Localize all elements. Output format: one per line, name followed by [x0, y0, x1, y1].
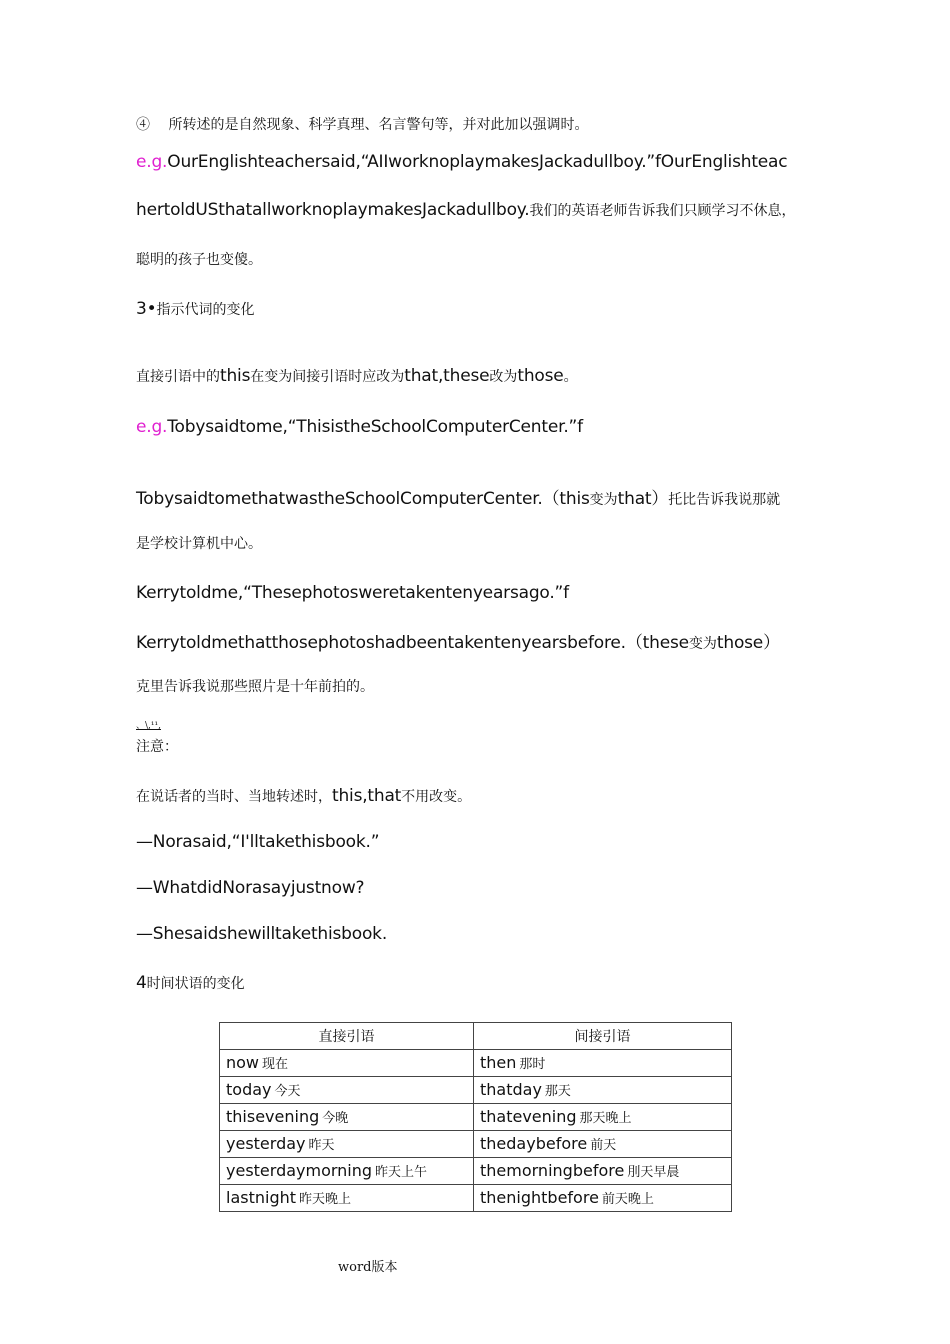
example-1-cn: 我们的英语老师告诉我们只顾学习不休息，	[529, 203, 796, 219]
table-header-row	[220, 1023, 732, 1050]
cell-en: now	[226, 1053, 260, 1072]
example-3-cn: 变为	[688, 636, 717, 652]
example-2-en: TobysaidtomethatwastheSchoolComputerCenter.（this	[136, 489, 590, 509]
example-3-en: those）	[716, 633, 780, 653]
table-cell	[474, 1050, 732, 1077]
eg-label: e.g.	[136, 152, 168, 172]
example-2-line-1	[136, 417, 583, 437]
section-4-heading	[136, 973, 245, 993]
table-row	[220, 1158, 732, 1185]
table-cell	[220, 1077, 474, 1104]
example-1-text: OurEnglishteachersaid,“AIIworknoplaymakesJackadullboy.”fOurEnglishteac	[167, 152, 788, 172]
cell-cn: 昨天晚上	[299, 1192, 352, 1207]
time-adverbial-table	[219, 1022, 732, 1212]
section-number: 3•	[136, 299, 157, 319]
rule-word: this	[220, 366, 251, 386]
cell-en: lastnight	[226, 1188, 297, 1207]
table-row	[220, 1050, 732, 1077]
rule-part: 。	[563, 369, 578, 385]
cell-cn: 那天晚上	[579, 1111, 632, 1126]
cell-en: yesterdaymorning	[226, 1161, 373, 1180]
cell-en: themorningbefore	[480, 1161, 625, 1180]
table-cell	[474, 1185, 732, 1212]
cell-cn: 那时	[519, 1057, 546, 1072]
table-cell	[474, 1077, 732, 1104]
rule-part: 改为	[489, 369, 518, 385]
rule-word: those	[517, 366, 564, 386]
example-2-line-3: 是学校计算机中心。	[136, 536, 262, 552]
section-3-heading	[136, 299, 254, 319]
rule-text	[136, 366, 578, 386]
cell-en: thatevening	[480, 1107, 577, 1126]
table-cell	[474, 1158, 732, 1185]
dialogue-line-2: —WhatdidNorasayjustnow?	[136, 878, 365, 898]
rule-part: 在变为间接引语时应改为	[250, 369, 405, 385]
example-1-line-3: 聪明的孩子也变傻。	[136, 252, 262, 268]
cell-en: yesterday	[226, 1134, 306, 1153]
example-2-line-2	[136, 484, 780, 509]
example-2-en: that）	[617, 489, 669, 509]
table-cell	[220, 1185, 474, 1212]
example-1-en: hertoldUSthatallworknoplaymakesJackadullboy.	[136, 200, 530, 220]
header-direct: 直接引语	[220, 1023, 474, 1050]
ocr-symbols: 、\,¹¹,	[136, 721, 161, 731]
cell-cn: 刖天早晨	[627, 1165, 680, 1180]
example-2-text: Tobysaidtome,“ThisistheSchoolComputerCenter.”f	[167, 417, 583, 437]
cell-cn: 昨天	[308, 1138, 335, 1153]
cell-en: then	[480, 1053, 517, 1072]
example-3-en: Kerrytoldmethatthosephotoshadbeentakentenyearsbefore.（these	[136, 633, 689, 653]
cell-cn: 现在	[262, 1057, 289, 1072]
table-cell	[474, 1131, 732, 1158]
page-footer: word版本	[338, 1260, 398, 1275]
table-row	[220, 1104, 732, 1131]
dialogue-line-1: —Norasaid,“I'lltakethisbook.”	[136, 832, 380, 852]
point-4-text: ④ 所转述的是自然现象、科学真理、名言警句等，并对此加以强调时。	[136, 117, 589, 133]
table-row	[220, 1077, 732, 1104]
cell-cn: 今天	[274, 1084, 301, 1099]
example-1-line-2	[136, 200, 795, 220]
cell-en: today	[226, 1080, 272, 1099]
example-2-cn: 托比告诉我说那就	[668, 492, 781, 508]
note-part: 在说话者的当时、当地转述时，	[136, 789, 332, 805]
table-cell	[220, 1050, 474, 1077]
section-number: 4	[136, 973, 147, 993]
cell-en: thatday	[480, 1080, 542, 1099]
cell-cn: 前天晚上	[601, 1192, 654, 1207]
note-word: this,that	[332, 786, 402, 806]
note-label: 注意：	[136, 739, 178, 755]
rule-part: 直接引语中的	[136, 369, 220, 385]
example-3-line-2	[136, 628, 780, 653]
eg-label: e.g.	[136, 417, 168, 437]
cell-cn: 昨天上午	[375, 1165, 428, 1180]
cell-en: thisevening	[226, 1107, 320, 1126]
example-1-line-1	[136, 152, 787, 172]
section-title: 指示代词的变化	[156, 302, 255, 318]
rule-word: that,these	[404, 366, 490, 386]
example-2-cn: 变为	[589, 492, 618, 508]
table-cell	[220, 1131, 474, 1158]
cell-cn: 前天	[590, 1138, 617, 1153]
note-text	[136, 786, 471, 806]
table-cell	[220, 1104, 474, 1131]
table-cell	[220, 1158, 474, 1185]
example-3-line-1: Kerrytoldme,“Thesephotosweretakentenyearsago.”f	[136, 583, 569, 603]
cell-cn: 那天	[544, 1084, 571, 1099]
header-indirect: 间接引语	[474, 1023, 732, 1050]
dialogue-line-3: —Shesaidshewilltakethisbook.	[136, 924, 388, 944]
section-title: 时间状语的变化	[146, 976, 245, 992]
cell-cn: 今晚	[322, 1111, 349, 1126]
note-part: 不用改变。	[401, 789, 472, 805]
table-cell	[474, 1104, 732, 1131]
table-row	[220, 1185, 732, 1212]
cell-en: thenightbefore	[480, 1188, 599, 1207]
table-row	[220, 1131, 732, 1158]
cell-en: thedaybefore	[480, 1134, 588, 1153]
example-3-line-3: 克里告诉我说那些照片是十年前拍的。	[136, 679, 374, 695]
